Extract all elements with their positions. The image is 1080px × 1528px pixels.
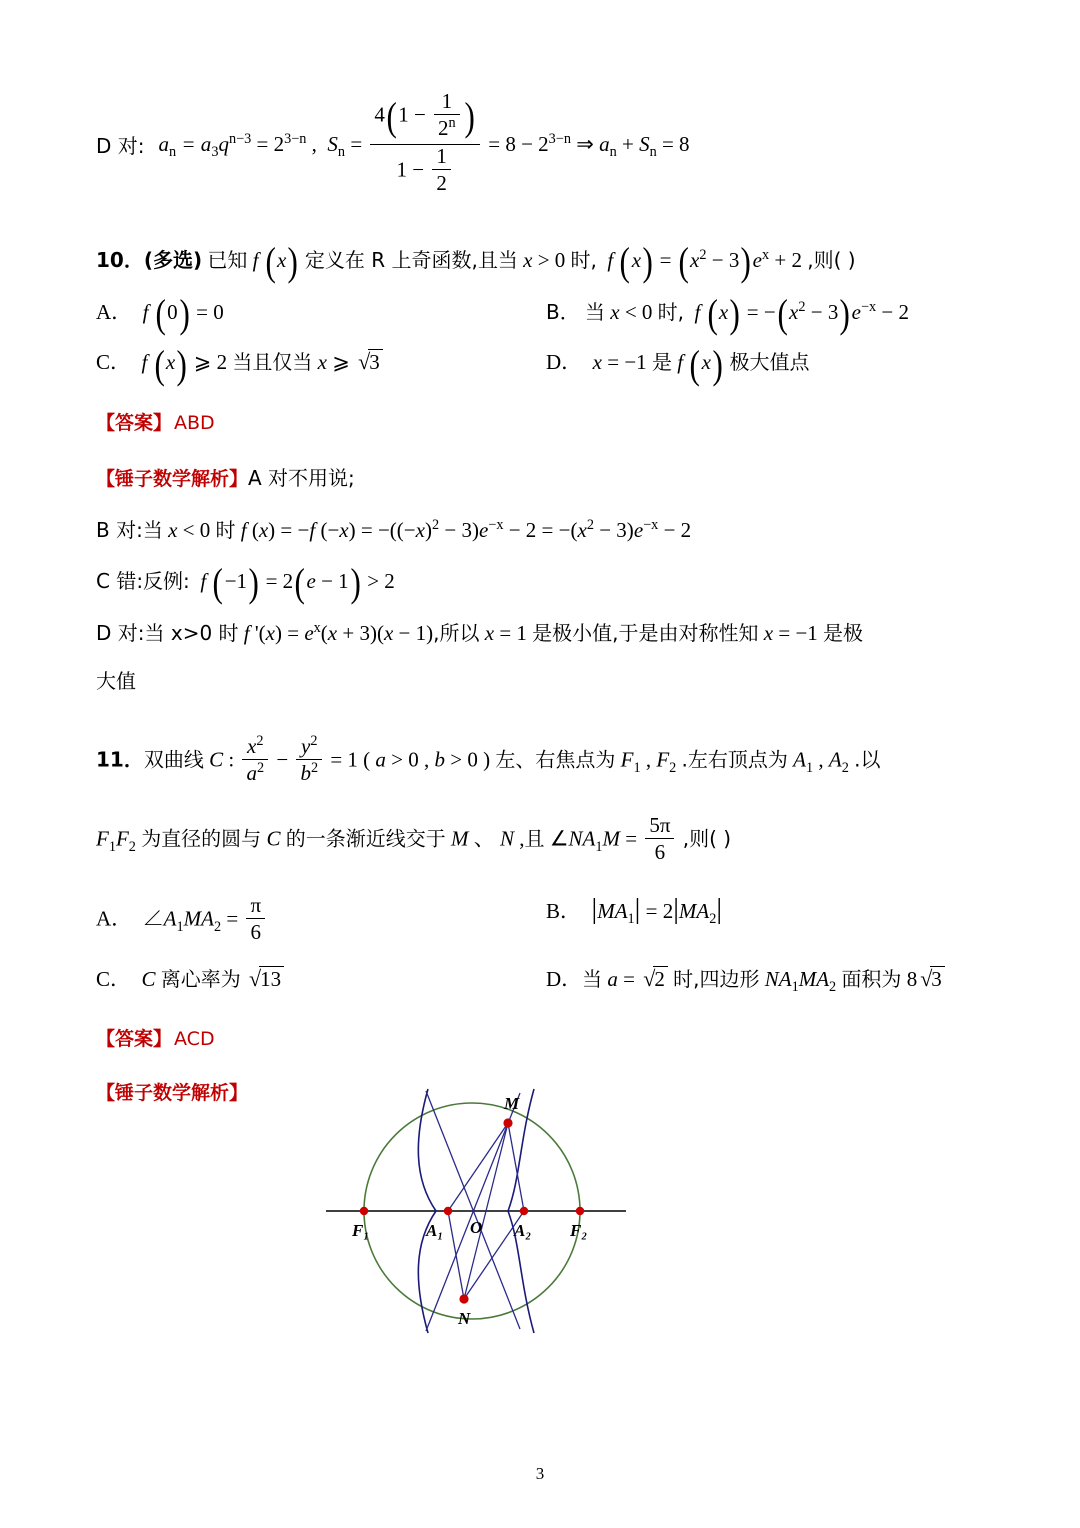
question-11-text-2: 左、右焦点为 <box>495 747 616 772</box>
page-content <box>96 89 996 1365</box>
question-10-number: 10． <box>96 248 144 272</box>
question-11-option-c[interactable]: C． C 离心率为 √13 <box>96 963 546 996</box>
analysis-10-line-d: D 对:当 x>0 时 f '$(x) = e^x(x + 3)(x - 1)$,所以 x = 1 是极小值,于是由对称性知 x = −1 是极 <box>96 620 864 646</box>
question-10-text-1: 已知 <box>207 248 248 272</box>
option-a-label: A． <box>96 300 133 325</box>
question-10-text-4: ,则( ) <box>807 248 856 272</box>
answer-value-10: ABD <box>174 412 215 435</box>
question-11-line2-text-1: 为直径的圆与 <box>141 826 262 851</box>
point-n <box>459 1294 468 1303</box>
question-11-options-row-1 <box>96 894 996 948</box>
question-10-text-2: 定义在 R 上奇函数,且当 <box>304 248 518 272</box>
point-a1 <box>444 1207 452 1215</box>
page-number: 3 <box>535 1464 545 1483</box>
answer-tag-11: 【答案】 <box>96 1028 173 1051</box>
label-m: M <box>504 1093 520 1113</box>
question-11-line2-text-2: 的一条渐近线交于 <box>285 826 446 851</box>
question-11-number: 11． <box>96 747 144 772</box>
analysis-10-line-d2-text: 大值 <box>96 668 136 693</box>
question-10-answer-line <box>96 406 996 440</box>
question-11-analysis-block <box>96 1078 996 1365</box>
top-item-d-prefix: D 对: <box>96 133 145 158</box>
hyperbola-figure-svg <box>276 1081 696 1341</box>
top-item-d-equation: $a_n = a_3q^{n-3} = 2^{3-n}$ , $S_n$ = 4(1 − $\frac{1}{2^n}$ ) 1 − $\frac{1}{2}$ = $8 - 2^{3-n}$ ⇒ $a_n + S_n = 8$ <box>158 89 690 195</box>
analysis-10-line-c: C 错:反例: f (−1) = 2(e − 1) > 2 <box>96 560 395 606</box>
question-10-type: (多选) <box>143 248 203 272</box>
option-b-label: B． <box>546 300 580 325</box>
label-o: O <box>470 1217 483 1237</box>
label-n: N <box>458 1308 471 1328</box>
option-d-label: D． <box>546 350 583 375</box>
point-f2 <box>576 1207 584 1215</box>
question-10-option-a[interactable]: A． f (0) = 0 <box>96 291 224 337</box>
question-10-option-d[interactable]: D． x = −1 是 f (x) 极大值点 <box>546 341 810 387</box>
answer-value-11: ACD <box>174 1028 215 1051</box>
segment-m-a2 <box>508 1123 524 1211</box>
question-10-options-row-2 <box>96 341 996 387</box>
question-11-stem: 11．双曲线 C : $\frac{x^2}{a^2}$ − $\frac{y^2}{b^2}$ = 1 ( a > 0 , b > 0 ) 左、右焦点为 $F_1$ , $F_2$ .左右顶点为 $A_1$ , $A_2$ .以 <box>96 732 881 785</box>
answer-tag-10: 【答案】 <box>96 412 173 435</box>
segment-a1-n <box>448 1211 464 1299</box>
q11-option-a-label: A． <box>96 906 133 931</box>
question-10-text-3: 时, <box>570 248 597 272</box>
question-11-option-a[interactable]: A． $\angle A_1MA_2$ = $\frac{\pi}{6}$ <box>96 894 546 948</box>
asymptote-1 <box>426 1093 520 1331</box>
analysis-tag-11: 【锤子数学解析】 <box>96 1081 249 1104</box>
point-a2 <box>520 1207 528 1215</box>
question-10-options-row-1 <box>96 291 996 337</box>
question-10-option-c[interactable]: C． f (x) ⩾ 2 当且仅当 x ⩾ √3 <box>96 346 546 380</box>
question-11-option-d[interactable]: D．当 a = √2 时,四边形 $NA_1MA_2$ 面积为 8 √3 <box>546 963 996 996</box>
label-f1: F₁ <box>352 1220 370 1240</box>
label-a1: A₁ <box>426 1220 444 1240</box>
analysis-tag-10: 【锤子数学解析】 <box>96 468 249 491</box>
analysis-lead-10: A 对不用说; <box>248 466 355 491</box>
question-10-stem: 10．(多选) 已知 f (x) 定义在 R 上奇函数,且当 x > 0 时, f $(x) = (x^2 - 3)e^x + 2$ ,则( ) <box>96 239 856 285</box>
label-f2: F₂ <box>570 1220 588 1240</box>
question-11-text-4: .以 <box>854 747 881 772</box>
question-11-text-1: 双曲线 <box>143 747 204 772</box>
question-11-line2-text-4: ,则( ) <box>682 826 732 851</box>
question-11-options-row-2 <box>96 963 996 996</box>
q11-option-c-label: C． <box>96 967 132 992</box>
point-m <box>503 1118 512 1127</box>
q11-option-b-label: B． <box>546 898 582 923</box>
label-a2: A₂ <box>514 1220 532 1240</box>
q11-option-d-label: D． <box>546 967 583 992</box>
question-11-stem-line2: $F_1F_2$ 为直径的圆与 C 的一条渐近线交于 M 、 N ,且 $\angle NA_1M$ = $\frac{5\pi}{6}$ ,则( ) <box>96 813 732 865</box>
question-11-answer-line <box>96 1022 996 1056</box>
option-c-label: C． <box>96 350 132 375</box>
top-item-d-line <box>96 89 996 200</box>
hyperbola-figure <box>96 1093 996 1365</box>
question-11-option-b[interactable]: B． $|MA_1| = 2|MA_2|$ <box>546 893 723 927</box>
analysis-10-line-b: B 对:当 x < 0 时 f (x) = −f $(-x) = -((-x)^2 - 3)e^{-x} - 2 = -(x^2 - 3)e^{-x} - 2$ <box>96 516 692 542</box>
question-10-analysis-line <box>96 462 996 496</box>
point-f1 <box>360 1207 368 1215</box>
question-10-option-b[interactable]: B． 当 x < 0 时, f $(x) = -(x^2 - 3)e^{-x} - 2$ <box>546 291 909 337</box>
analysis-10-line-d2 <box>96 665 996 699</box>
question-11-text-3: .左右顶点为 <box>681 747 788 772</box>
